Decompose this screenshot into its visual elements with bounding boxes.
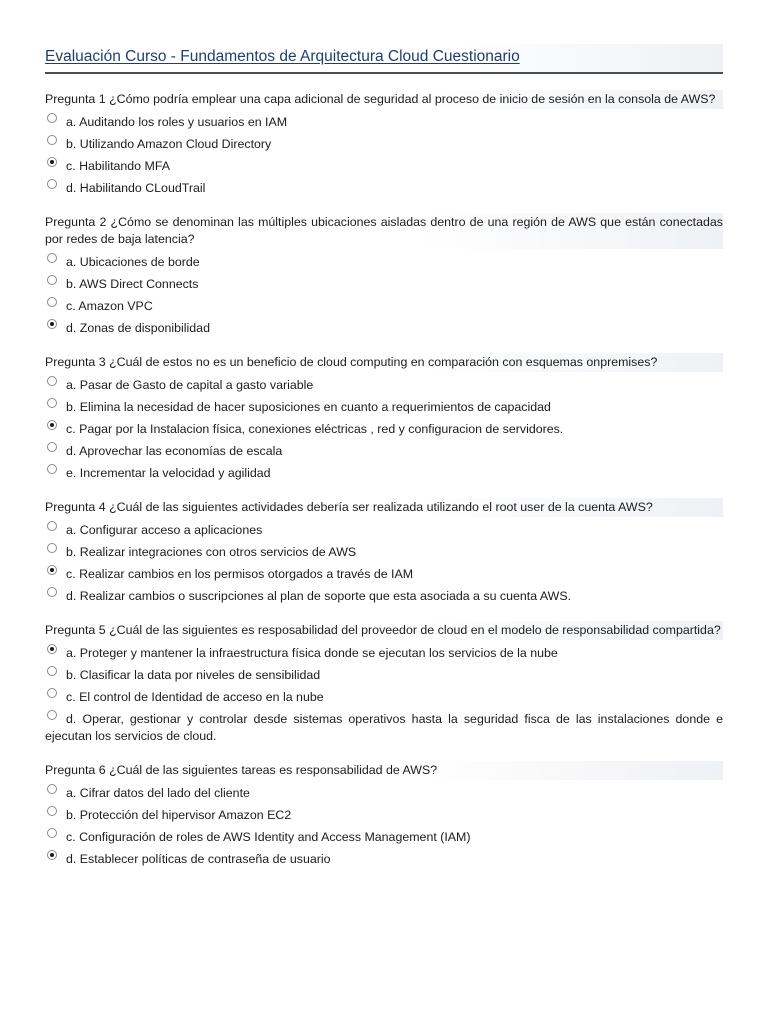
title-bar	[45, 44, 723, 74]
option-label: c. Pagar por la Instalacion física, conexiones eléctricas , red y configuracion de servidores.	[66, 422, 564, 436]
answer-option[interactable]	[45, 443, 723, 460]
option-label: b. Realizar integraciones con otros servicios de AWS	[66, 545, 357, 559]
option-label: d. Operar, gestionar y controlar desde sistemas operativos hasta la seguridad fisca de las instalaciones donde e ejecutan los servicios de cloud.	[45, 712, 723, 743]
question-label: Pregunta 5	[45, 623, 106, 637]
answer-option[interactable]	[45, 544, 723, 561]
question-block	[45, 90, 723, 197]
radio-unchecked-icon[interactable]	[47, 464, 57, 474]
question-block	[45, 761, 723, 868]
option-label: c. Configuración de roles de AWS Identity and Access Management (IAM)	[66, 830, 471, 844]
question-body: ¿Cuál de estos no es un beneficio de cloud computing en comparación con esquemas onpremises?	[109, 355, 658, 369]
option-label: d. Zonas de disponibilidad	[66, 321, 210, 335]
radio-unchecked-icon[interactable]	[47, 275, 57, 285]
option-label: d. Aprovechar las economías de escala	[66, 444, 283, 458]
question-label: Pregunta 1	[45, 92, 106, 106]
question-label: Pregunta 2	[45, 215, 107, 229]
question-text	[45, 621, 723, 640]
question-body: ¿Cómo se denominan las múltiples ubicaciones aisladas dentro de una región de AWS que están conectadas por redes de baja latencia?	[45, 215, 723, 246]
answer-option[interactable]	[45, 829, 723, 846]
radio-checked-icon[interactable]	[47, 565, 57, 575]
radio-checked-icon[interactable]	[47, 644, 57, 654]
answer-option[interactable]	[45, 588, 723, 605]
option-label: b. AWS Direct Connects	[66, 277, 199, 291]
option-label: c. Realizar cambios en los permisos otorgados a través de IAM	[66, 567, 414, 581]
question-label: Pregunta 3	[45, 355, 106, 369]
answer-option[interactable]	[45, 158, 723, 175]
radio-unchecked-icon[interactable]	[47, 543, 57, 553]
radio-unchecked-icon[interactable]	[47, 710, 57, 720]
question-text	[45, 90, 723, 109]
answer-option[interactable]	[45, 320, 723, 337]
answer-option[interactable]	[45, 851, 723, 868]
option-label: a. Auditando los roles y usuarios en IAM	[66, 115, 288, 129]
question-body: ¿Cuál de las siguientes actividades debería ser realizada utilizando el root user de la cuenta AWS?	[109, 500, 653, 514]
answer-option[interactable]	[45, 399, 723, 416]
answer-option[interactable]	[45, 465, 723, 482]
answer-option[interactable]	[45, 711, 723, 745]
radio-unchecked-icon[interactable]	[47, 113, 57, 123]
radio-checked-icon[interactable]	[47, 319, 57, 329]
option-label: b. Protección del hipervisor Amazon EC2	[66, 808, 292, 822]
question-text	[45, 498, 723, 517]
option-label: e. Incrementar la velocidad y agilidad	[66, 466, 271, 480]
option-label: c. Amazon VPC	[66, 299, 153, 313]
radio-unchecked-icon[interactable]	[47, 666, 57, 676]
radio-unchecked-icon[interactable]	[47, 688, 57, 698]
question-body: ¿Cómo podría emplear una capa adicional de seguridad al proceso de inicio de sesión en la consola de AWS?	[109, 92, 716, 106]
question-text	[45, 761, 723, 780]
radio-unchecked-icon[interactable]	[47, 442, 57, 452]
option-label: d. Realizar cambios o suscripciones al plan de soporte que esta asociada a su cuenta AWS.	[66, 589, 572, 603]
radio-unchecked-icon[interactable]	[47, 179, 57, 189]
question-text	[45, 353, 723, 372]
option-label: a. Configurar acceso a aplicaciones	[66, 523, 263, 537]
radio-checked-icon[interactable]	[47, 420, 57, 430]
question-body: ¿Cuál de las siguientes tareas es responsabilidad de AWS?	[109, 763, 438, 777]
answer-option[interactable]	[45, 645, 723, 662]
radio-unchecked-icon[interactable]	[47, 297, 57, 307]
radio-unchecked-icon[interactable]	[47, 253, 57, 263]
quiz-page	[45, 44, 723, 868]
option-label: a. Cifrar datos del lado del cliente	[66, 786, 250, 800]
question-label: Pregunta 6	[45, 763, 106, 777]
radio-unchecked-icon[interactable]	[47, 521, 57, 531]
answer-option[interactable]	[45, 421, 723, 438]
option-label: b. Elimina la necesidad de hacer suposiciones en cuanto a requerimientos de capacidad	[66, 400, 551, 414]
radio-unchecked-icon[interactable]	[47, 587, 57, 597]
answer-option[interactable]	[45, 180, 723, 197]
radio-checked-icon[interactable]	[47, 157, 57, 167]
page-title: Evaluación Curso - Fundamentos de Arquitectura Cloud Cuestionario	[45, 48, 520, 65]
radio-unchecked-icon[interactable]	[47, 806, 57, 816]
answer-option[interactable]	[45, 785, 723, 802]
option-label: d. Habilitando CLoudTrail	[66, 181, 206, 195]
answer-option[interactable]	[45, 522, 723, 539]
question-block	[45, 498, 723, 605]
question-block	[45, 621, 723, 745]
answer-option[interactable]	[45, 254, 723, 271]
answer-option[interactable]	[45, 298, 723, 315]
answer-option[interactable]	[45, 377, 723, 394]
answer-option[interactable]	[45, 667, 723, 684]
radio-unchecked-icon[interactable]	[47, 398, 57, 408]
radio-unchecked-icon[interactable]	[47, 784, 57, 794]
option-label: a. Ubicaciones de borde	[66, 255, 200, 269]
option-label: c. Habilitando MFA	[66, 159, 170, 173]
answer-option[interactable]	[45, 566, 723, 583]
question-block	[45, 213, 723, 337]
answer-option[interactable]	[45, 114, 723, 131]
question-text	[45, 213, 723, 249]
question-block	[45, 353, 723, 482]
answer-option[interactable]	[45, 136, 723, 153]
question-label: Pregunta 4	[45, 500, 106, 514]
radio-checked-icon[interactable]	[47, 850, 57, 860]
option-label: d. Establecer políticas de contraseña de usuario	[66, 852, 331, 866]
answer-option[interactable]	[45, 807, 723, 824]
answer-option[interactable]	[45, 276, 723, 293]
radio-unchecked-icon[interactable]	[47, 828, 57, 838]
option-label: b. Clasificar la data por niveles de sensibilidad	[66, 668, 321, 682]
question-body: ¿Cuál de las siguientes es resposabilidad del proveedor de cloud en el modelo de responsabilidad compartida?	[109, 623, 721, 637]
option-label: c. El control de Identidad de acceso en la nube	[66, 690, 324, 704]
option-label: a. Proteger y mantener la infraestructura física donde se ejecutan los servicios de la nube	[66, 646, 558, 660]
radio-unchecked-icon[interactable]	[47, 376, 57, 386]
option-label: b. Utilizando Amazon Cloud Directory	[66, 137, 272, 151]
option-label: a. Pasar de Gasto de capital a gasto variable	[66, 378, 314, 392]
answer-option[interactable]	[45, 689, 723, 706]
question-list	[45, 90, 723, 868]
radio-unchecked-icon[interactable]	[47, 135, 57, 145]
